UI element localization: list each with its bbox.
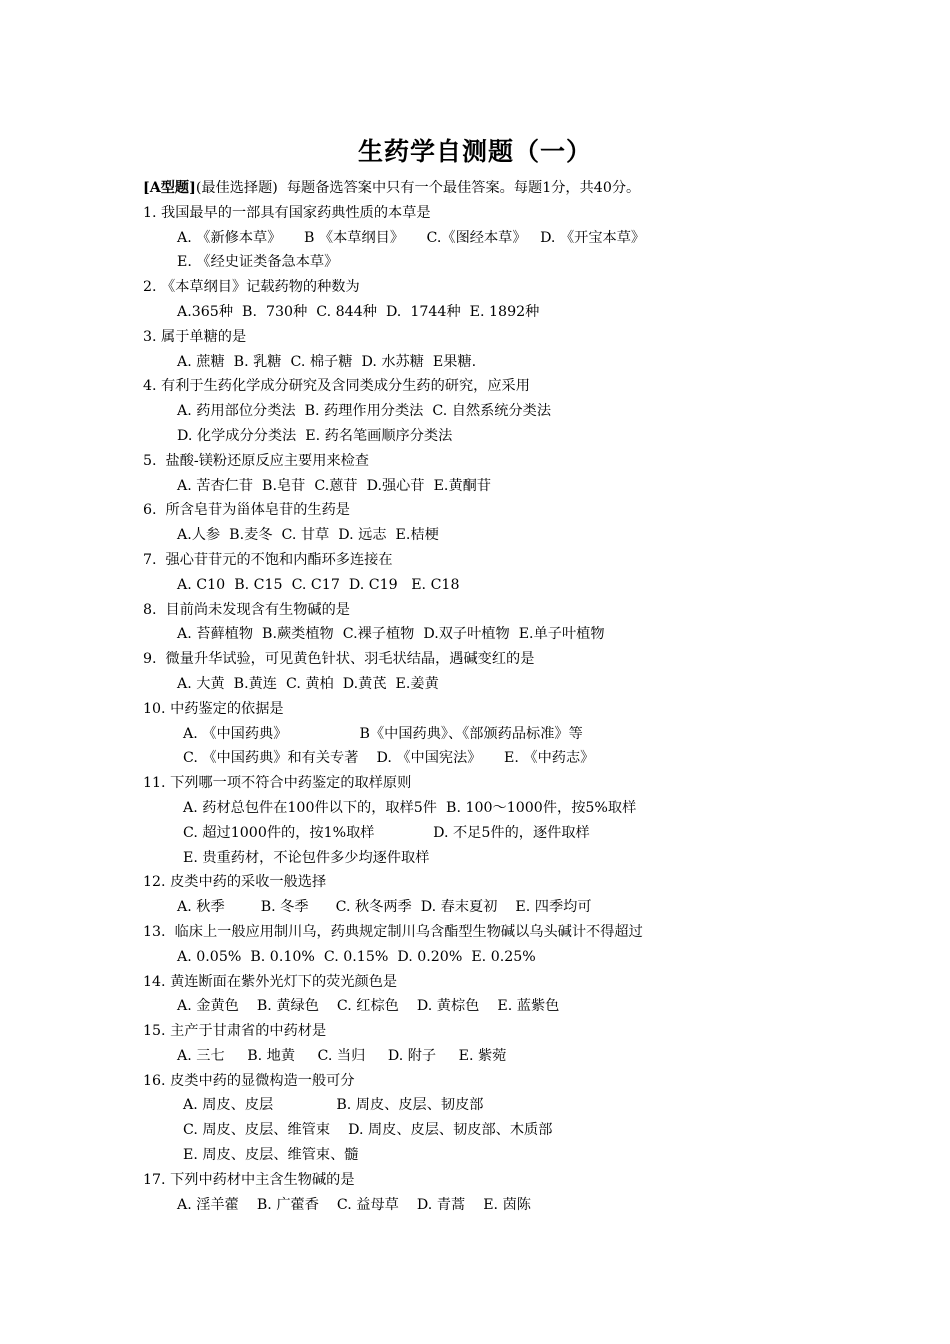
answer-options: A. 0.05% B. 0.10% C. 0.15% D. 0.20% E. 0.25% — [177, 948, 536, 965]
answer-options: A. 《中国药典》 B《中国药典》、《部颁药品标准》等 — [183, 725, 583, 742]
answer-options: A. 大黄 B.黄连 C. 黄柏 D.黄芪 E.姜黄 — [177, 675, 439, 692]
answer-options: A. 蔗糖 B. 乳糖 C. 棉子糖 D. 水苏糖 E果糖. — [177, 353, 477, 370]
answer-options: A. 金黄色 B. 黄绿色 C. 红棕色 D. 黄棕色 E. 蓝紫色 — [177, 998, 560, 1015]
question-stem: 13. 临床上一般应用制川乌，药典规定制川乌含酯型生物碱以乌头碱计不得超过 — [143, 923, 643, 940]
answer-options: D. 化学成分分类法 E. 药名笔画顺序分类法 — [177, 427, 453, 444]
question-stem: 8. 目前尚未发现含有生物碱的是 — [143, 601, 350, 618]
question-stem: 10. 中药鉴定的依据是 — [143, 700, 284, 717]
question-stem: 1. 我国最早的一部具有国家药典性质的本草是 — [143, 204, 431, 221]
lines-container — [143, 201, 763, 1218]
question-stem: 5. 盐酸-镁粉还原反应主要用来检查 — [143, 452, 369, 469]
section-description: (最佳选择题) 每题备选答案中只有一个最佳答案。每题1分，共40分。 — [195, 180, 641, 196]
answer-options: A. 淫羊藿 B. 广藿香 C. 益母草 D. 青蒿 E. 茵陈 — [177, 1196, 531, 1213]
answer-options: A. 秋季 B. 冬季 C. 秋冬两季 D. 春末夏初 E. 四季均可 — [177, 899, 592, 916]
question-stem: 2. 《本草纲目》记载药物的种数为 — [143, 279, 360, 296]
section-header — [143, 176, 763, 201]
question-stem: 15. 主产于甘肃省的中药材是 — [143, 1023, 327, 1040]
question-stem: 7. 强心苷苷元的不饱和内酯环多连接在 — [143, 551, 393, 568]
answer-options: A. 苔藓植物 B.蕨类植物 C.裸子植物 D.双子叶植物 E.单子叶植物 — [177, 626, 605, 643]
question-stem: 6. 所含皂苷为甾体皂苷的生药是 — [143, 502, 350, 519]
answer-options: A. 《新修本草》 B 《本草纲目》 C.《图经本草》 D. 《开宝本草》 — [177, 229, 646, 246]
question-stem: 14. 黄连断面在紫外光灯下的荧光颜色是 — [143, 973, 398, 990]
answer-options: C. 超过1000件的，按1%取样 D. 不足5件的，逐件取样 — [183, 824, 590, 841]
answer-options: A. 药材总包件在100件以下的，取样5件 B. 100～1000件，按5%取样 — [183, 799, 637, 816]
answer-options: A. 药用部位分类法 B. 药理作用分类法 C. 自然系统分类法 — [177, 403, 552, 420]
question-stem: 17. 下列中药材中主含生物碱的是 — [143, 1171, 355, 1188]
question-stem: 12. 皮类中药的采收一般选择 — [143, 874, 327, 891]
answer-options: E. 《经史证类备急本草》 — [177, 254, 339, 271]
section-label: [A型题] — [143, 180, 196, 196]
answer-options: A. 周皮、皮层 B. 周皮、皮层、韧皮部 — [183, 1097, 484, 1114]
question-stem: 9. 微量升华试验，可见黄色针状、羽毛状结晶，遇碱变红的是 — [143, 651, 535, 668]
question-stem: 4. 有利于生药化学成分研究及含同类成分生药的研究，应采用 — [143, 378, 530, 395]
answer-options: A. 苦杏仁苷 B.皂苷 C.蒽苷 D.强心苷 E.黄酮苷 — [177, 477, 492, 494]
question-stem: 3. 属于单糖的是 — [143, 328, 247, 345]
question-list — [143, 176, 763, 1217]
answer-options: A.人参 B.麦冬 C. 甘草 D. 远志 E.桔梗 — [177, 527, 439, 544]
answer-options: C. 《中国药典》和有关专著 D. 《中国宪法》 E. 《中药志》 — [183, 750, 595, 767]
answer-options: C. 周皮、皮层、维管束 D. 周皮、皮层、韧皮部、木质部 — [183, 1122, 553, 1139]
page-title: 生药学自测题（一） — [357, 137, 592, 166]
question-stem: 11. 下列哪一项不符合中药鉴定的取样原则 — [143, 775, 412, 792]
answer-options: A.365种 B. 730种 C. 844种 D. 1744种 E. 1892种 — [177, 303, 540, 320]
answer-options: E. 贵重药材，不论包件多少均逐件取样 — [183, 849, 430, 866]
question-stem: 16. 皮类中药的显微构造一般可分 — [143, 1072, 355, 1089]
answer-options: A. C10 B. C15 C. C17 D. C19 E. C18 — [177, 576, 460, 593]
answer-options: A. 三七 B. 地黄 C. 当归 D. 附子 E. 紫菀 — [177, 1047, 507, 1064]
answer-options: E. 周皮、皮层、维管束、髓 — [183, 1147, 359, 1164]
